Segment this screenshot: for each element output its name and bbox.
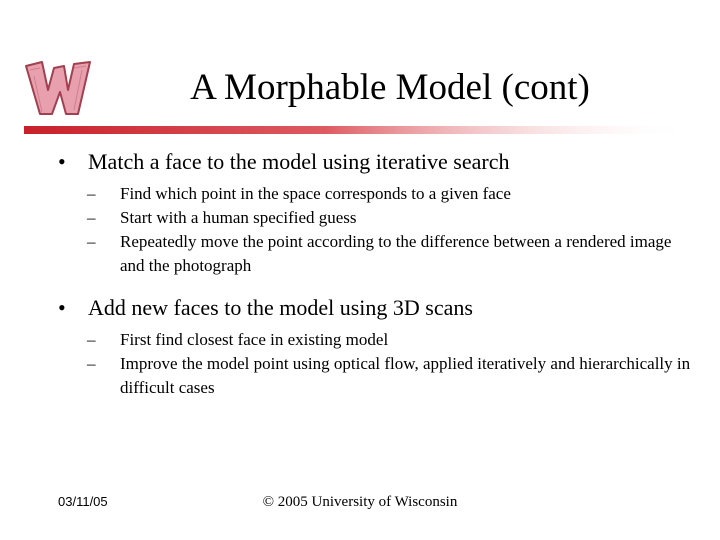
bullet-text: Match a face to the model using iterative search [88, 149, 510, 174]
sub-bullet-list [58, 328, 698, 400]
slide-content [58, 146, 698, 408]
sub-bullet-mark: – [87, 232, 96, 251]
bullet-mark: • [58, 295, 66, 320]
wisconsin-w-logo-icon [22, 56, 94, 120]
sub-bullet-text: Repeatedly move the point according to the difference between a rendered image and the photograph [120, 232, 672, 275]
sub-bullet-mark: – [87, 354, 96, 373]
slide-title: A Morphable Model (cont) [190, 67, 590, 108]
sub-bullet-mark: – [87, 208, 96, 227]
bullet-mark: • [58, 149, 66, 174]
sub-bullet-mark: – [87, 184, 96, 203]
sub-bullet-item [58, 352, 698, 400]
sub-bullet-item [58, 230, 698, 278]
sub-bullet-item [58, 328, 698, 352]
bullet-item [58, 292, 698, 324]
sub-bullet-mark: – [87, 330, 96, 349]
sub-bullet-text: Improve the model point using optical flow, applied iteratively and hierarchically in difficult cases [120, 354, 691, 397]
title-underline-rule [24, 126, 692, 134]
sub-bullet-text: Find which point in the space corresponds to a given face [120, 184, 511, 203]
sub-bullet-text: Start with a human specified guess [120, 208, 357, 227]
sub-bullet-item [58, 206, 698, 230]
sub-bullet-item [58, 182, 698, 206]
bullet-item [58, 146, 698, 178]
footer-date: 03/11/05 [58, 494, 108, 509]
footer-copyright: © 2005 University of Wisconsin [262, 494, 458, 510]
sub-bullet-text: First find closest face in existing model [120, 330, 389, 349]
sub-bullet-list [58, 182, 698, 278]
bullet-text: Add new faces to the model using 3D scans [88, 295, 473, 320]
